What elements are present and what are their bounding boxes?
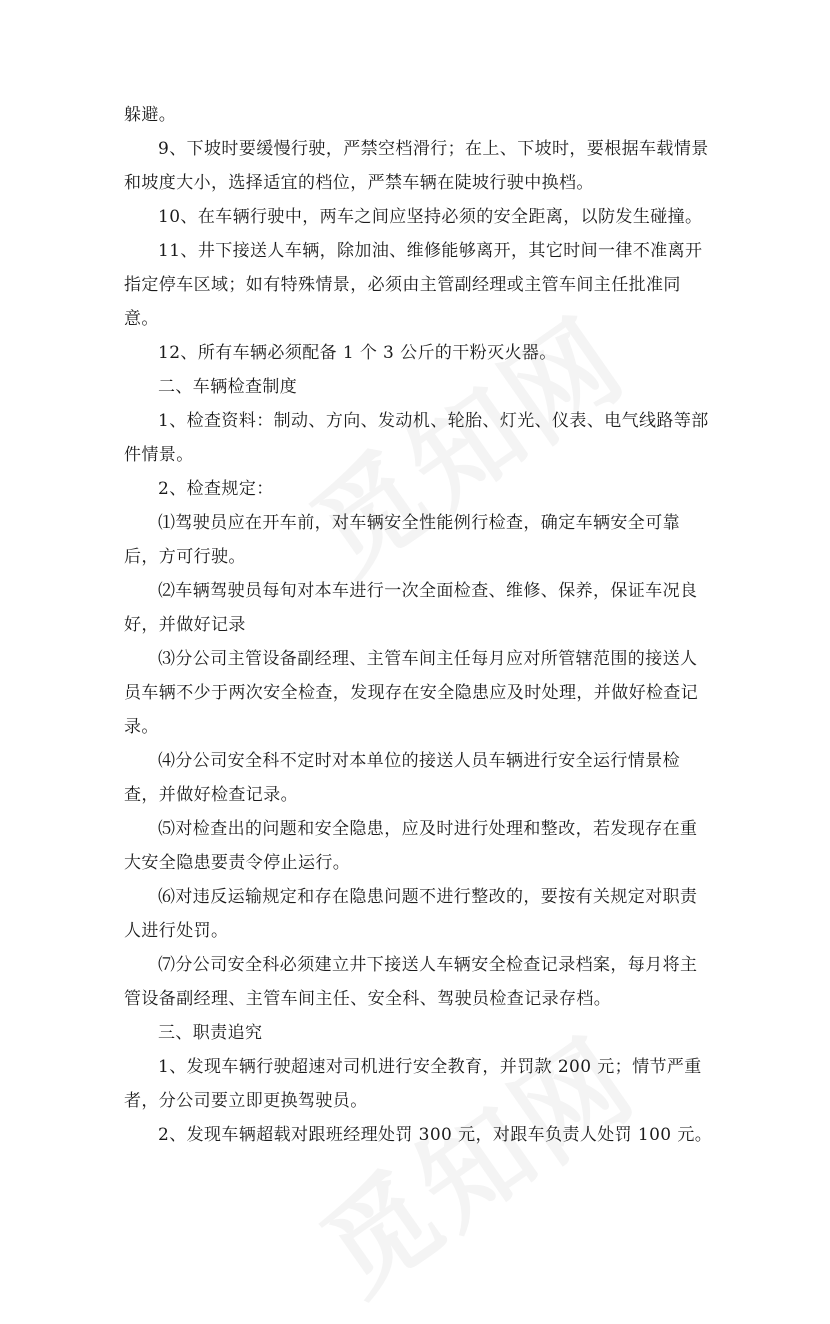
paragraph: 12、所有车辆必须配备 1 个 3 公斤的干粉灭火器。 bbox=[158, 343, 557, 363]
paragraph: ⑷分公司安全科不定时对本单位的接送人员车辆进行安全运行情景检查，并做好检查记录。 bbox=[124, 751, 680, 805]
paragraph: 11、井下接送人车辆，除加油、维修能够离开，其它时间一律不准离开指定停车区域；如有特殊情景，必须由主管副经理或主管车间主任批准同意。 bbox=[124, 241, 703, 329]
paragraph: ⑵车辆驾驶员每旬对本车进行一次全面检查、维修、保养，保证车况良好，并做好记录 bbox=[124, 581, 698, 635]
paragraph: ⑶分公司主管设备副经理、主管车间主任每月应对所管辖范围的接送人员车辆不少于两次安全检查，发现存在安全隐患应及时处理，并做好检查记录。 bbox=[124, 649, 699, 737]
section-heading: 二、车辆检查制度 bbox=[158, 377, 298, 397]
paragraph: 1、发现车辆行驶超速对司机进行安全教育，并罚款 200 元；情节严重者，分公司要立即更换驾驶员。 bbox=[124, 1057, 702, 1111]
paragraph: 躲避。 bbox=[124, 105, 177, 125]
paragraph: ⑴驾驶员应在开车前，对车辆安全性能例行检查，确定车辆安全可靠后，方可行驶。 bbox=[124, 513, 680, 567]
paragraph: 10、在车辆行驶中，两车之间应坚持必须的安全距离，以防发生碰撞。 bbox=[158, 207, 703, 227]
paragraph: 2、发现车辆超载对跟班经理处罚 300 元，对跟车负责人处罚 100 元。 bbox=[158, 1125, 713, 1145]
paragraph: ⑹对违反运输规定和存在隐患问题不进行整改的，要按有关规定对职责人进行处罚。 bbox=[124, 887, 698, 941]
paragraph: 2、检查规定： bbox=[158, 479, 274, 499]
paragraph: ⑸对检查出的问题和安全隐患，应及时进行处理和整改，若发现存在重大安全隐患要责令停止运行。 bbox=[124, 819, 698, 873]
paragraph: 1、检查资料：制动、方向、发动机、轮胎、灯光、仪表、电气线路等部件情景。 bbox=[124, 411, 709, 465]
paragraph: 9、下坡时要缓慢行驶，严禁空档滑行；在上、下坡时，要根据车载情景和坡度大小，选择适宜的档位，严禁车辆在陡坡行驶中换档。 bbox=[124, 139, 709, 193]
section-heading: 三、职责追究 bbox=[158, 1023, 263, 1043]
document-body bbox=[124, 98, 714, 1152]
paragraph: ⑺分公司安全科必须建立井下接送人车辆安全检查记录档案，每月将主管设备副经理、主管车间主任、安全科、驾驶员检查记录存档。 bbox=[124, 955, 698, 1009]
